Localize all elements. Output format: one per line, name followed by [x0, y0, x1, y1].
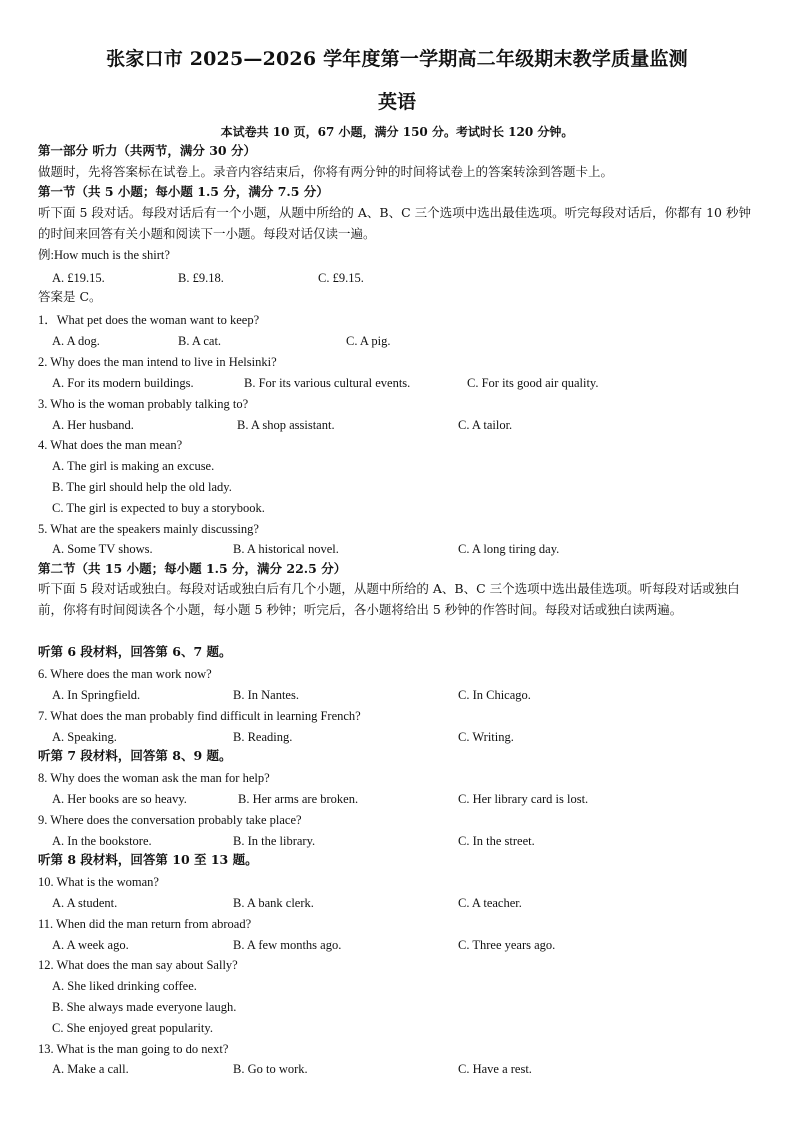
q1-option-a: A. A dog. — [52, 334, 100, 348]
question-5: 5. What are the speakers mainly discussing? — [38, 522, 259, 536]
question-4: 4. What does the man mean? — [38, 438, 183, 452]
question-7: 7. What does the man probably find difficult in learning French? — [38, 709, 361, 723]
q13-option-b: B. Go to work. — [233, 1062, 308, 1076]
q10-option-b: B. A bank clerk. — [233, 896, 314, 910]
q5-option-c: C. A long tiring day. — [458, 542, 560, 556]
q2-option-b: B. For its various cultural events. — [244, 376, 411, 390]
q12-option-b: B. She always made everyone laugh. — [52, 1000, 237, 1014]
subject-title: 英语 — [377, 91, 416, 113]
q3-option-a: A. Her husband. — [52, 418, 134, 432]
part1-heading: 第一部分 听力（共两节，满分 30 分） — [38, 143, 256, 158]
example-answer: 答案是 C。 — [38, 289, 102, 304]
q10-option-c: C. A teacher. — [458, 896, 522, 910]
q11-option-a: A. A week ago. — [52, 938, 129, 952]
exam-info: 本试卷共 10 页，67 小题，满分 150 分。考试时长 120 分钟。 — [220, 125, 574, 139]
q3-option-b: B. A shop assistant. — [237, 418, 335, 432]
q4-option-a: A. The girl is making an excuse. — [52, 459, 215, 473]
section2-instruction: 听下面 5 段对话或独白。每段对话或独白后有几个小题，从题中所给的 A、B、C 三个选项中选出最佳选项。听每段对话或独白前，你将有时间阅读各个小题，每小题 5 秒钟；听完后，各小题将给出 5 秒钟的作答时间。每段对话或独白读两遍。 — [38, 581, 740, 617]
q13-option-c: C. Have a rest. — [458, 1062, 532, 1076]
section2-heading: 第二节（共 15 小题；每小题 1.5 分，满分 22.5 分） — [38, 561, 347, 576]
question-12: 12. What does the man say about Sally? — [38, 958, 238, 972]
q8-option-c: C. Her library card is lost. — [458, 792, 589, 806]
question-13: 13. What is the man going to do next? — [38, 1042, 229, 1056]
question-10: 10. What is the woman? — [38, 875, 159, 889]
q10-option-a: A. A student. — [52, 896, 118, 910]
q4-option-c: C. The girl is expected to buy a storybook. — [52, 501, 265, 515]
q12-option-a: A. She liked drinking coffee. — [52, 979, 197, 993]
example-question: 例:How much is the shirt? — [38, 248, 170, 262]
q6-option-b: B. In Nantes. — [233, 688, 299, 702]
question-3: 3. Who is the woman probably talking to? — [38, 397, 249, 411]
q7-option-a: A. Speaking. — [52, 730, 117, 744]
example-option-b: B. £9.18. — [178, 271, 224, 285]
q11-option-b: B. A few months ago. — [233, 938, 342, 952]
question-1: 1．What pet does the woman want to keep? — [38, 313, 260, 327]
question-2: 2. Why does the man intend to live in Helsinki? — [38, 355, 277, 369]
question-6: 6. Where does the man work now? — [38, 667, 212, 681]
material-7-heading: 听第 7 段材料，回答第 8、9 题。 — [38, 748, 232, 763]
q5-option-a: A. Some TV shows. — [52, 542, 153, 556]
exam-title: 张家口市 2025—2026 学年度第一学期高二年级期末教学质量监测 — [106, 48, 688, 70]
q6-option-c: C. In Chicago. — [458, 688, 531, 702]
q8-option-b: B. Her arms are broken. — [238, 792, 359, 806]
question-11: 11. When did the man return from abroad? — [38, 917, 252, 931]
q13-option-a: A. Make a call. — [52, 1062, 129, 1076]
q1-option-b: B. A cat. — [178, 334, 222, 348]
q6-option-a: A. In Springfield. — [52, 688, 141, 702]
q2-option-a: A. For its modern buildings. — [52, 376, 194, 390]
question-8: 8. Why does the woman ask the man for help? — [38, 771, 270, 785]
q1-option-c: C. A pig. — [346, 334, 391, 348]
q4-option-b: B. The girl should help the old lady. — [52, 480, 232, 494]
q3-option-c: C. A tailor. — [458, 418, 513, 432]
q8-option-a: A. Her books are so heavy. — [52, 792, 187, 806]
q5-option-b: B. A historical novel. — [233, 542, 339, 556]
section1-heading: 第一节（共 5 小题；每小题 1.5 分，满分 7.5 分） — [38, 184, 329, 199]
q7-option-b: B. Reading. — [233, 730, 293, 744]
q7-option-c: C. Writing. — [458, 730, 514, 744]
example-option-c: C. £9.15. — [318, 271, 364, 285]
part1-instruction: 做题时，先将答案标在试卷上。录音内容结束后，你将有两分钟的时间将试卷上的答案转涂到答题卡上。 — [38, 164, 614, 179]
section1-instruction: 听下面 5 段对话。每段对话后有一个小题，从题中所给的 A、B、C 三个选项中选出最佳选项。听完每段对话后，你都有 10 秒钟的时间来回答有关小题和阅读下一小题。每段对话仅读一遍。 — [38, 205, 751, 241]
q9-option-a: A. In the bookstore. — [52, 834, 152, 848]
material-6-heading: 听第 6 段材料，回答第 6、7 题。 — [38, 644, 232, 659]
q2-option-c: C. For its good air quality. — [467, 376, 599, 390]
question-9: 9. Where does the conversation probably take place? — [38, 813, 302, 827]
q9-option-c: C. In the street. — [458, 834, 535, 848]
q11-option-c: C. Three years ago. — [458, 938, 556, 952]
q12-option-c: C. She enjoyed great popularity. — [52, 1021, 213, 1035]
q9-option-b: B. In the library. — [233, 834, 316, 848]
example-option-a: A. £19.15. — [52, 271, 105, 285]
material-8-heading: 听第 8 段材料，回答第 10 至 13 题。 — [38, 852, 258, 867]
